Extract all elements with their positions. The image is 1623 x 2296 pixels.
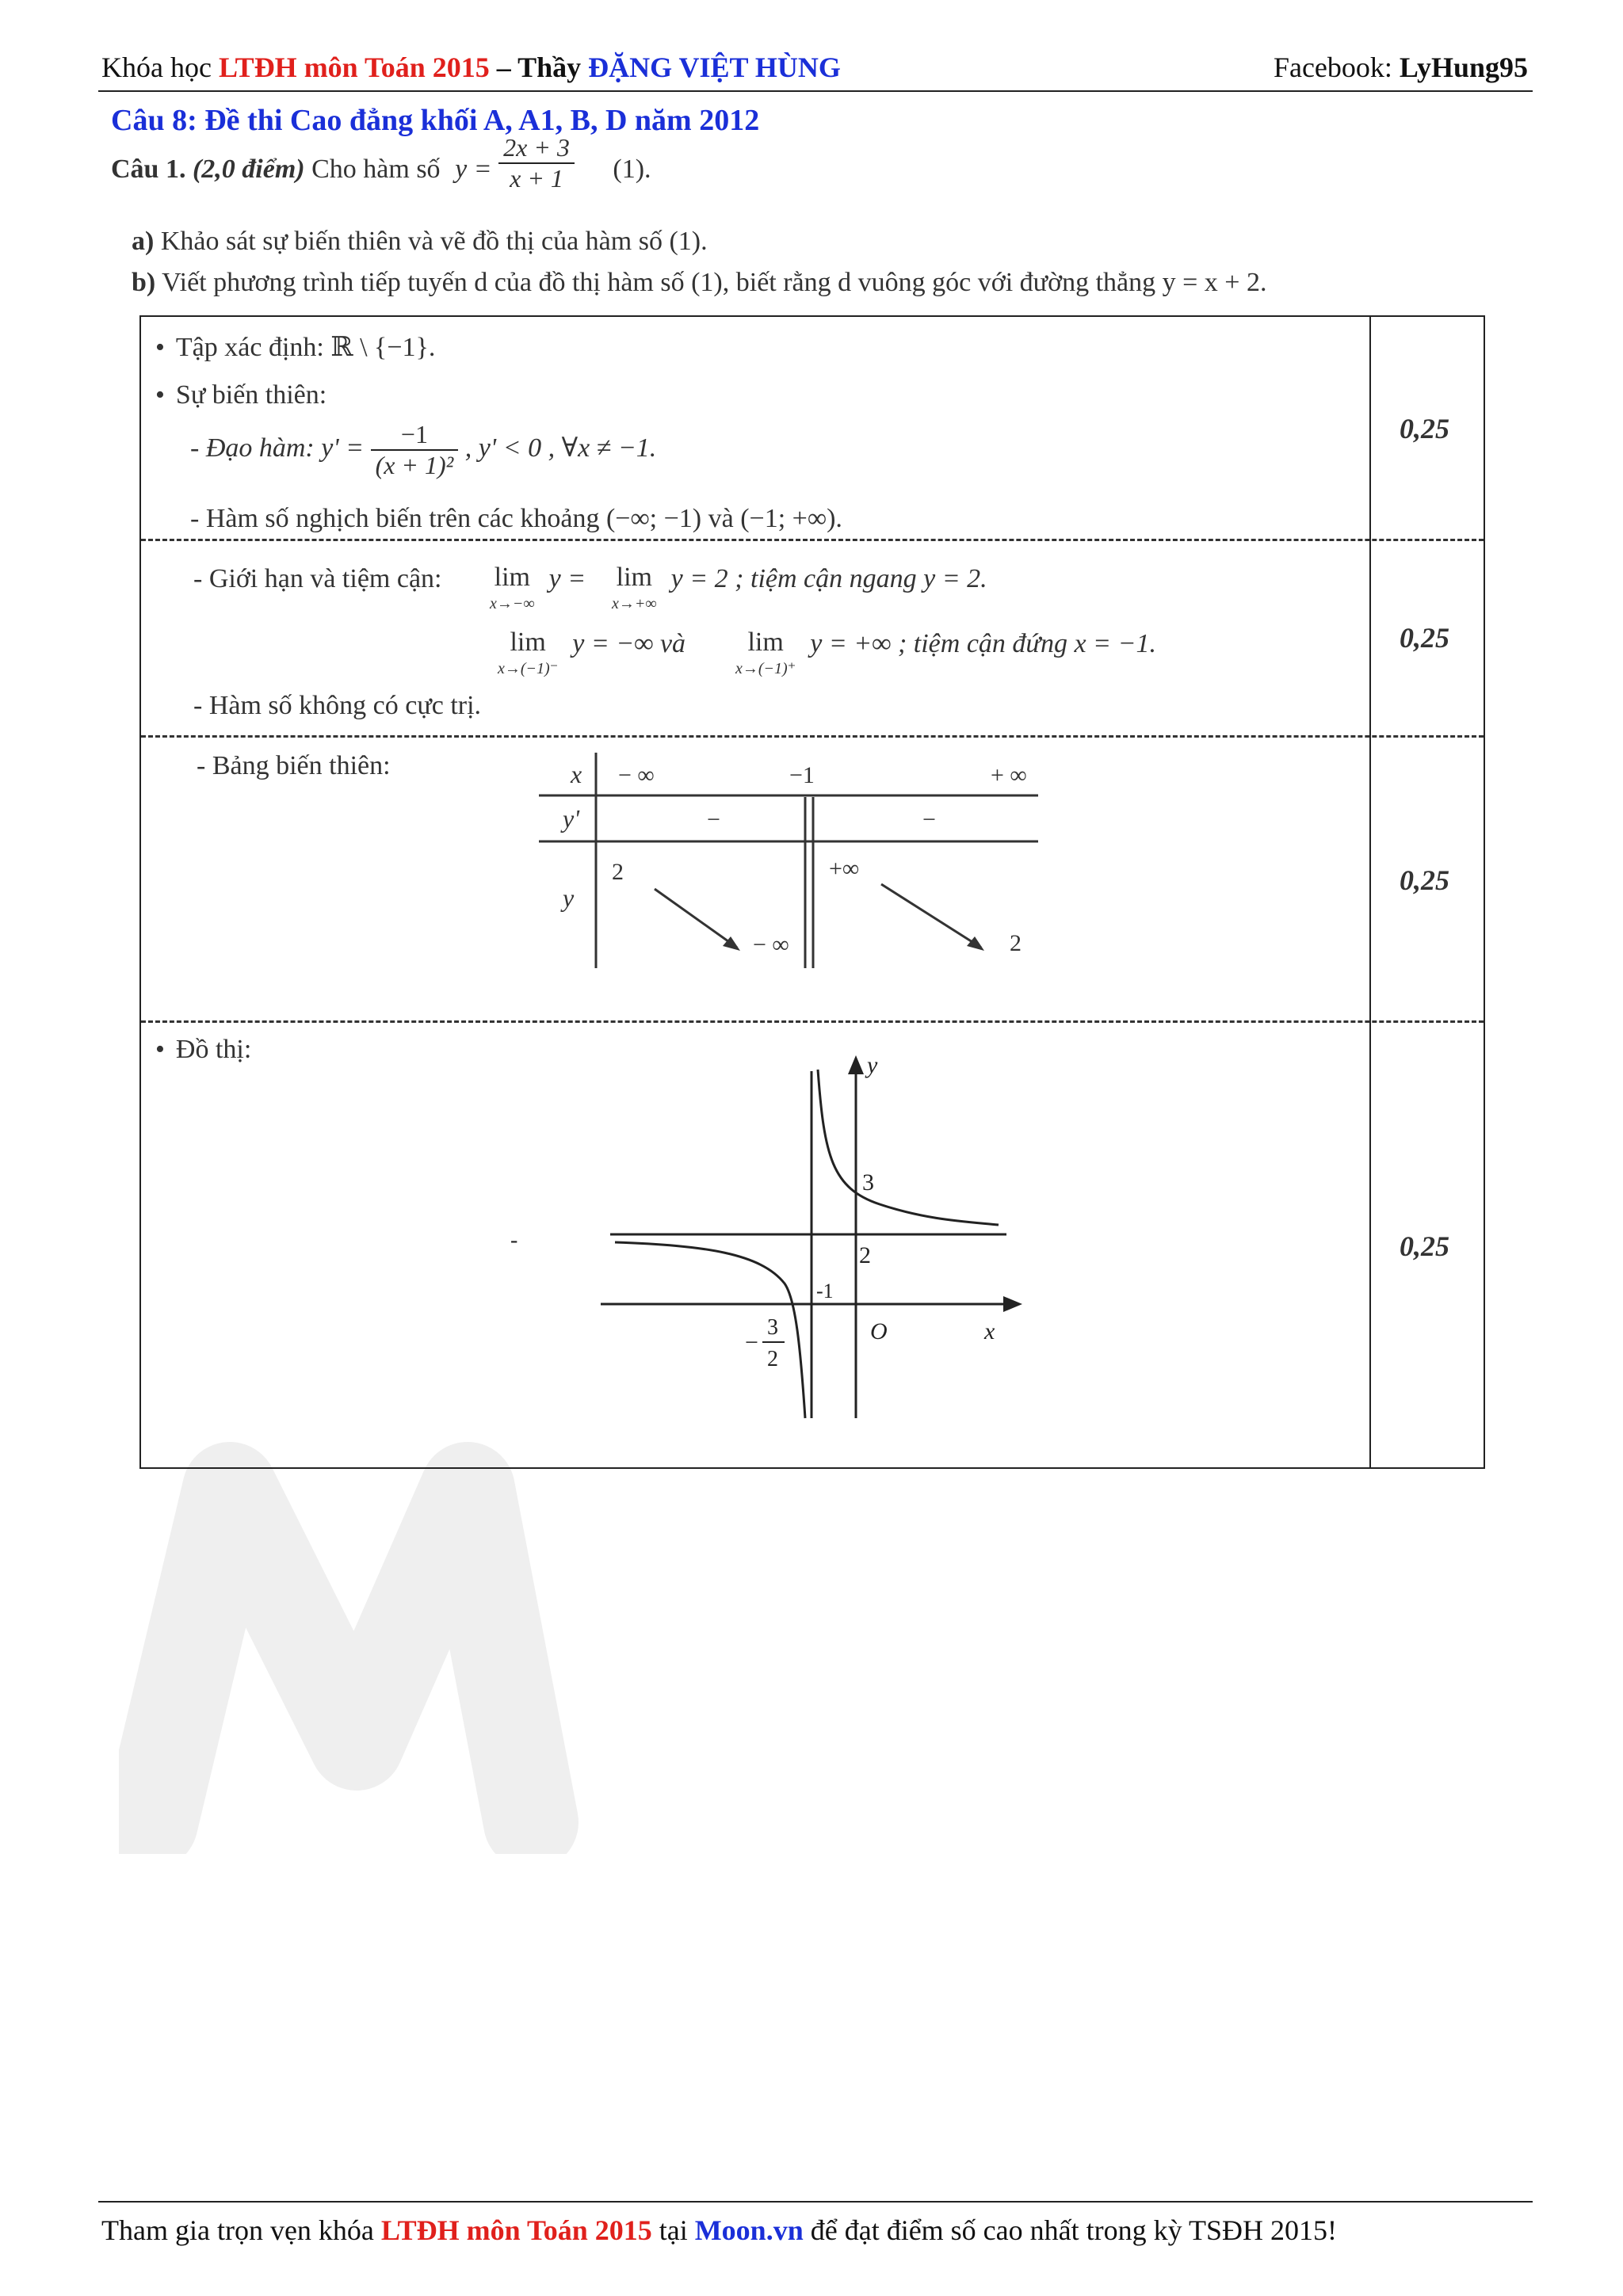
graph-x-label: x [984, 1318, 995, 1344]
limit-1-mid: y = [548, 564, 586, 593]
footer-suffix: để đạt điểm số cao nhất trong kỳ TSĐH 2015! [803, 2214, 1337, 2246]
limit-2-word: lim [616, 563, 652, 592]
monotonic-line: - Hàm số nghịch biến trên các khoảng (−∞; −1) và (−1; +∞). [190, 504, 842, 533]
problem-points: (2,0 điểm) [192, 154, 305, 184]
no-extrema-line: - Hàm số không có cực trị. [193, 691, 482, 720]
function-lhs: y = [455, 154, 492, 184]
derivative-prefix: - Đạo hàm: y' = [190, 433, 365, 463]
header-facebook-name: LyHung95 [1399, 51, 1528, 83]
table-label: - Bảng biến thiên: [197, 751, 391, 780]
header-facebook [1274, 51, 1528, 84]
function-graph [507, 1046, 1046, 1434]
vt-x-left: − ∞ [618, 762, 655, 788]
limit-2-sub: x→+∞ [612, 595, 657, 612]
vt-y-label: y [563, 883, 575, 912]
problem-statement [111, 133, 651, 193]
function-tag: (1). [613, 154, 651, 184]
header-course-name: LTĐH môn Toán 2015 [218, 51, 490, 83]
score-row-4: 0,25 [1400, 1230, 1449, 1262]
graph-y-label: y [867, 1052, 878, 1078]
limit-1-word: lim [494, 563, 530, 592]
graph-y-arrow [848, 1055, 864, 1074]
vt-x-mid: −1 [789, 762, 815, 788]
watermark-logo [119, 1442, 832, 1854]
limit-1-expr [490, 564, 535, 612]
limit-3-sub: x→(−1)⁻ [498, 660, 559, 677]
footer-prefix: Tham gia trọn vẹn khóa [101, 2214, 381, 2246]
derivative-denominator: (x + 1)² [375, 451, 454, 479]
row-divider-2 [141, 735, 1484, 738]
part-b-label: b) [132, 268, 156, 297]
score-row-2: 0,25 [1400, 622, 1449, 654]
vt-y-left-bottom: − ∞ [753, 932, 789, 958]
limit-3 [498, 629, 685, 677]
vt-arrow-left [655, 889, 737, 948]
graph-label-3: 3 [862, 1169, 874, 1196]
part-b [132, 268, 1266, 298]
part-b-text: Viết phương trình tiếp tuyến d của đồ thị hàm số (1), biết rằng d vuông góc với đường thẳng y = x + 2. [162, 268, 1267, 297]
graph-stray-mark: - [510, 1228, 518, 1253]
limit-3-tail: y = −∞ và [572, 629, 686, 658]
limits-label: - Giới hạn và tiệm cận: [193, 564, 442, 593]
footer-rule [98, 2201, 1533, 2203]
graph-label: • Đồ thị: [155, 1035, 251, 1065]
problem-label: Câu 1. [111, 154, 186, 184]
variation-table [539, 753, 1046, 974]
limit-3-word: lim [510, 627, 546, 657]
function-fraction [498, 133, 575, 193]
limit-4-sub: x→(−1)⁺ [735, 660, 796, 677]
vt-y-left-top: 2 [612, 859, 624, 885]
function-denominator: x + 1 [510, 164, 563, 193]
function-numerator: 2x + 3 [498, 133, 575, 164]
header-course-prefix: Khóa học [101, 51, 219, 83]
vt-dy-right: − [922, 807, 936, 833]
limit-4-expr [735, 629, 796, 677]
graph-origin-label: O [870, 1318, 888, 1344]
limit-3-expr [498, 629, 558, 677]
graph-label-minus1: -1 [816, 1280, 834, 1302]
limit-4-tail: y = +∞ ; tiệm cận đứng x = −1. [810, 629, 1156, 658]
limit-2 [612, 564, 987, 612]
derivative-numerator: −1 [371, 420, 459, 451]
header-facebook-label: Facebook: [1273, 51, 1400, 83]
section-title: Câu 8: Đề thi Cao đẳng khối A, A1, B, D năm 2012 [111, 104, 760, 137]
derivative-line [190, 420, 656, 480]
graph-label-2: 2 [859, 1242, 871, 1268]
part-a-text: Khảo sát sự biến thiên và vẽ đồ thị của hàm số (1). [160, 227, 708, 256]
header-rule [98, 90, 1533, 92]
score-column-divider [1369, 315, 1371, 1467]
part-a-label: a) [132, 227, 155, 256]
problem-intro: Cho hàm số [311, 154, 441, 184]
vt-y-right-bottom: 2 [1010, 930, 1022, 956]
footer-course: LTĐH môn Toán 2015 [380, 2214, 652, 2246]
graph-frac-num: 3 [767, 1315, 778, 1340]
vt-dy-left: − [707, 807, 720, 833]
vt-arrowhead-right [967, 936, 984, 951]
limit-4-word: lim [747, 627, 784, 657]
header-teacher-name: ĐẶNG VIỆT HÙNG [588, 51, 841, 83]
row-divider-1 [141, 539, 1484, 541]
row-divider-3 [141, 1020, 1484, 1023]
score-row-3: 0,25 [1400, 864, 1449, 896]
variation-heading: • Sự biến thiên: [155, 380, 327, 410]
graph-frac-sign: − [745, 1329, 758, 1356]
derivative-fraction [371, 420, 459, 480]
score-row-1: 0,25 [1400, 413, 1449, 444]
vt-x-label: x [571, 760, 582, 788]
limit-2-tail: y = 2 ; tiệm cận ngang y = 2. [670, 564, 987, 593]
page-footer [101, 2214, 1337, 2247]
graph-x-arrow [1003, 1296, 1022, 1312]
vt-dy-label: y' [563, 804, 580, 833]
vt-y-right-top: +∞ [829, 856, 860, 882]
vt-arrow-right [881, 884, 981, 948]
derivative-suffix: , y' < 0 , ∀x ≠ −1. [464, 433, 657, 463]
graph-frac-den: 2 [767, 1347, 778, 1371]
footer-mid: tại [651, 2214, 695, 2246]
footer-site-link[interactable]: Moon.vn [694, 2214, 804, 2246]
header-teacher-prefix: – Thầy [489, 51, 589, 83]
limit-2-expr [612, 564, 657, 612]
domain-line: • Tập xác định: ℝ \ {−1}. [155, 331, 435, 363]
limit-4 [735, 629, 1156, 677]
limit-1-sub: x→−∞ [490, 595, 535, 612]
vt-x-right: + ∞ [991, 762, 1027, 788]
limit-1 [490, 564, 586, 612]
graph-right-branch [818, 1070, 999, 1225]
part-a [132, 227, 708, 257]
